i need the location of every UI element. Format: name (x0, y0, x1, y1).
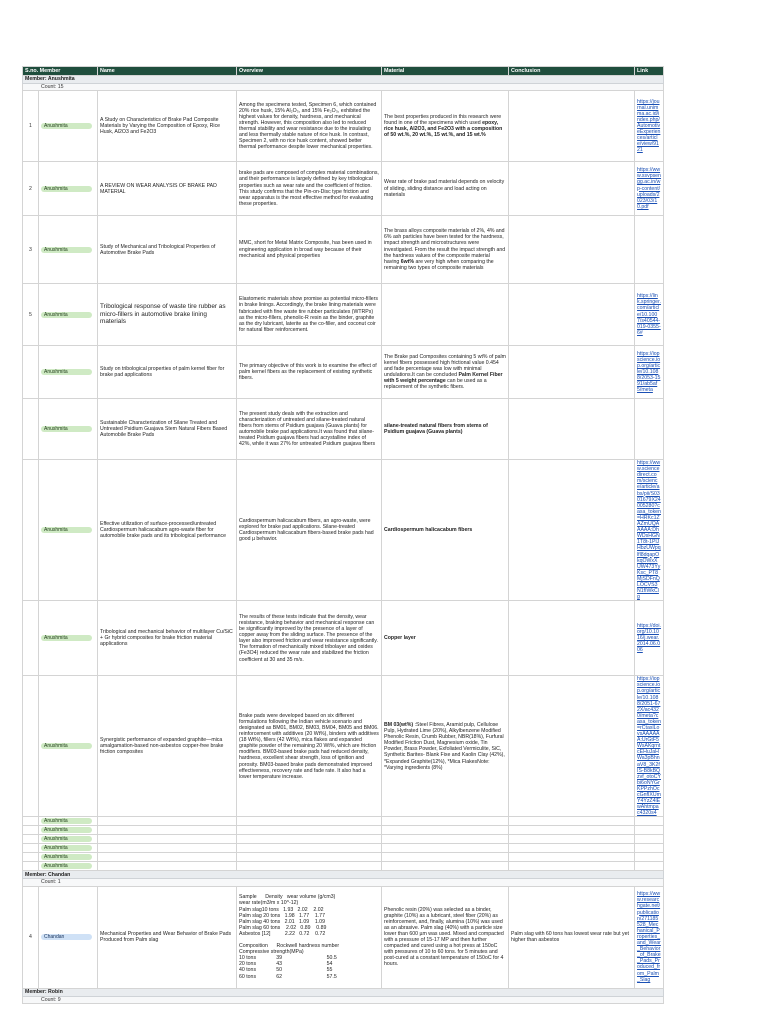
material-bold: epoxy, rice husk, Al2O3, and Fe2O3 with a composition of 50 wt.%, 20 wt.%, 15 wt.%, and 15 wt.% (384, 120, 503, 139)
header-link[interactable]: Link (635, 67, 664, 76)
member-chip: Anushmita (41, 845, 92, 851)
row-sno (23, 844, 39, 853)
row-material[interactable] (382, 399, 509, 460)
row-link[interactable] (635, 284, 664, 346)
row-sno: 5 (23, 284, 39, 346)
row-sno: 4 (23, 886, 39, 988)
row-overview[interactable] (237, 853, 382, 862)
row-member[interactable] (39, 460, 98, 601)
row-link[interactable] (635, 862, 664, 871)
row-overview[interactable] (237, 862, 382, 871)
material-bold: Copper layer (384, 635, 416, 642)
row-conclusion[interactable] (509, 162, 635, 216)
row-name[interactable]: Effective utilization of surface-processed/untreated Cardiospermum halicacabum agro-waste fiber for automobile brake pads and its tribological performance (98, 460, 237, 601)
member-chip: Anushmita (41, 312, 92, 318)
row-material[interactable] (382, 346, 509, 399)
row-sno (23, 817, 39, 826)
row-member[interactable] (39, 601, 98, 676)
row-conclusion[interactable] (509, 284, 635, 346)
material-bold: 6wt% (400, 258, 415, 265)
row-sno: 2 (23, 162, 39, 216)
row-material[interactable] (382, 601, 509, 676)
row-name[interactable]: Synergistic performance of expanded graphite—mica amalgamation-based non-asbestos copper-free brake friction composites (98, 676, 237, 817)
row-material[interactable] (382, 844, 509, 853)
row-overview[interactable]: Among the specimens tested, Specimen 6, which contained 20% rice husk, 15% Al₂O₃, and 15% Fe₂O₃, exhibited the highest values for density, hardness, and mechanical strength. However, this composition also led to reduced thermal stability and wear resistance due to the insulating and less thermally stable nature of rice husk. In contrast, Specimen 2, with no rice husk content, showed better thermal performance despite lower mechanical properties. (237, 91, 382, 162)
row-member[interactable] (39, 346, 98, 399)
row-overview[interactable]: brake pads are composed of complex material combinations, and their performance is largely defined by key tribological properties such as wear rate and the coefficient of friction. This study confirms that the Pin-on-Disc type friction and wear apparatus is the most effective method for evaluating these properties. (237, 162, 382, 216)
row-member[interactable] (39, 399, 98, 460)
row-name[interactable]: Mechanical Properties and Wear Behavior of Brake Pads Produced from Palm slag (98, 886, 237, 988)
row-overview[interactable] (237, 817, 382, 826)
member-chip: Anushmita (41, 743, 92, 749)
link-text[interactable]: https://www.ssvpsengg.ac.in/wp-content/uploads/2023/03/10.pdf (637, 167, 661, 210)
row-overview[interactable]: MMC, short for Metal Matrix Composite, has been used in engineering application in broad way because of their mechanical and physical properties (237, 216, 382, 284)
material-bold: Cardiospermum halicacabum fibers (384, 527, 473, 534)
row-conclusion[interactable] (509, 853, 635, 862)
row-sno (23, 835, 39, 844)
row-sno: 1 (23, 91, 39, 162)
row-name[interactable] (98, 817, 237, 826)
header-material[interactable]: Material (382, 67, 509, 76)
row-link[interactable] (635, 216, 664, 284)
header-overview[interactable]: Overview (237, 67, 382, 76)
group-header-anushmita[interactable] (23, 76, 664, 84)
table-row[interactable] (23, 162, 664, 216)
row-material[interactable] (382, 460, 509, 601)
row-member[interactable] (39, 826, 98, 835)
group-header-robin[interactable] (23, 988, 664, 996)
link-text[interactable]: https://link.springer.com/article/10.1007/s40544-019-0355-6# (637, 293, 661, 336)
member-chip: Anushmita (41, 186, 92, 192)
row-material[interactable]: Phenolic resin (20%) was selected as a binder, graphite (10%) as a lubricant, steel fiber (20%) as reinforcement, and, finally, alumina (10%) was used as an abrasive. Palm slag (40%) with a particle size lower than 600 µm was used. Mixed and compacted with a pressure of 15-17 MP and then further compacted and cured using a hot press at 150oC with pressures of 10 to 60 tons. for 5 minutes and post-cured at a constant temperature of 150oC for 4 hours. (382, 886, 509, 988)
table-row[interactable] (23, 886, 664, 988)
row-name[interactable]: A REVIEW ON WEAR ANALYSIS OF BRAKE PAD MATERIAL (98, 162, 237, 216)
member-chip: Anushmita (41, 369, 92, 375)
row-member[interactable] (39, 835, 98, 844)
header-conclusion[interactable]: Conclusion (509, 67, 635, 76)
material-bold: BM 03(wt%) (384, 721, 414, 728)
group-count-anushmita (23, 84, 664, 91)
row-sno: 3 (23, 216, 39, 284)
member-chip: Anushmita (41, 827, 92, 833)
row-material[interactable] (382, 826, 509, 835)
row-material[interactable] (382, 676, 509, 817)
member-chip: Anushmita (41, 247, 92, 253)
row-member[interactable] (39, 284, 98, 346)
row-conclusion[interactable] (509, 844, 635, 853)
member-chip: Chandan (41, 934, 92, 940)
material-text: The brass alloys composite materials of 2%, 4% and 6% ash particles have been tested for the hardness, impact strength and microstructures were investigated. From the result the impact strength and the hardness values of the composite material having (384, 228, 506, 265)
row-name[interactable] (98, 826, 237, 835)
link-text[interactable]: https://journal.unimma.ac.id/index.php/AutomotiveExperiences/article/view/9121 (637, 98, 661, 154)
row-link[interactable] (635, 826, 664, 835)
member-chip: Anushmita (41, 863, 92, 869)
row-conclusion[interactable] (509, 835, 635, 844)
member-chip: Anushmita (41, 818, 92, 824)
row-link[interactable] (635, 835, 664, 844)
row-material[interactable] (382, 91, 509, 162)
row-conclusion[interactable] (509, 216, 635, 284)
row-overview[interactable]: Brake pads were developed based on six different formulations following the Indian vehicle scenario and designated as BM01, BM02, BM03, BM04, BM05 and BM06. reinforcement with additives (20 Wt%), binders with additives (18 Wt%), fillers (42 Wt%), mica flakes and expanded graphite powder of the remaining 20 Wt%, which are friction modifiers. BM03-based brake pads had reduced density, hardness, excellent shear strength, loss of ignition and porosity. BM03-based brake pads demonstrated improved effectiveness, recovery rate and fade rate. It also had a lower temperature increase. (237, 676, 382, 817)
material-text-post: are very high when comparing the remaining two types of composite materials (384, 258, 494, 271)
row-conclusion[interactable] (509, 817, 635, 826)
row-link[interactable] (635, 91, 664, 162)
row-overview[interactable]: Cardiospermum halicacabum fibers, an agro-waste, were explored for brake pad applications. Silane-treated Cardiospermum halicacabum fibers-based brake pads had good µ behavior. (237, 460, 382, 601)
row-member[interactable] (39, 676, 98, 817)
row-conclusion[interactable] (509, 91, 635, 162)
row-link[interactable] (635, 601, 664, 676)
table-row[interactable] (23, 853, 664, 862)
row-conclusion[interactable] (509, 601, 635, 676)
row-sno (23, 826, 39, 835)
row-link[interactable] (635, 346, 664, 399)
row-sno (23, 862, 39, 871)
row-name[interactable] (98, 853, 237, 862)
member-chip: Anushmita (41, 123, 92, 129)
row-material[interactable] (382, 216, 509, 284)
row-conclusion[interactable] (509, 826, 635, 835)
row-material[interactable]: Wear rate of brake pad material depends on velocity of sliding, sliding distance and load acting on materials (382, 162, 509, 216)
row-member[interactable] (39, 216, 98, 284)
link-text[interactable]: https://iopscience.iop.org/article/10.1088/2053-1591/ab5af5/meta (637, 350, 661, 394)
table-row[interactable] (23, 399, 664, 460)
row-conclusion[interactable]: Palm slag with 60 tons has lowest wear rate but yet higher than asbestos (509, 886, 635, 988)
group-count: Count: 9 (23, 996, 664, 1003)
table-row[interactable] (23, 601, 664, 676)
row-member[interactable] (39, 853, 98, 862)
row-conclusion[interactable] (509, 862, 635, 871)
group-count: Count: 15 (23, 84, 664, 91)
material-text: The best properties produced in this research were found in one of the specimens which used (384, 113, 502, 126)
table-row[interactable] (23, 862, 664, 871)
group-header-chandan[interactable] (23, 871, 664, 879)
row-member[interactable] (39, 862, 98, 871)
row-name[interactable]: A Study on Characteristics of Brake Pad Composite Materials by Varying the Composition of Epoxy, Rice Husk, Al2O3 and Fe2O3 (98, 91, 237, 162)
row-overview[interactable] (237, 844, 382, 853)
table-row[interactable] (23, 844, 664, 853)
row-overview[interactable]: Sample Density wear volume (g/cm3) wear rate(m3/m x 10^-12) Palm slag10 tons 1.93 2.02 2.02 Palm slag 20 tons 1.98 1.77 1.77 Palm slag 40 tons 2.01 1.09 1.09 Palm slag 60 tons 2.02 0.89 0.89 Asbestos [12] 2.22 0.72 0.72 Composition Rockwell hardness number Compressive strength(MPa) 10 tons 39 50.5 20 tons 43 54 40 tons 50 55 60 tons 62 57.5 (237, 886, 382, 988)
row-sno (23, 853, 39, 862)
table-row[interactable] (23, 460, 664, 601)
row-name[interactable]: Study on tribological properties of palm kernel fiber for brake pad applications (98, 346, 237, 399)
material-text-post: :Steel Fibres, Aramid pulp, Cellulose Pulp, Hydrated Lime (20%), Alkylbenzene Modified Phenolic Resin, Crumb Rubber, NBR(18%), Furfural Modified Friction Dust, Magnesium oxide, Tin Powder, Brass Powder, Exfoliated Vermiculite, SiC, Synthetic Barites- Blank Fixe and Kaolin Clay (42%), *Expanded Graphite(12%), *Mica FlakesNote: *Varying ingredients (8%) (384, 721, 505, 771)
group-count-robin (23, 996, 664, 1003)
row-link[interactable] (635, 676, 664, 817)
link-text[interactable]: https://www.sciencedirect.com/science/article/abs/pii/S0301679X24005280?casa_token=HRKc1ZAZmUQAAAAA:DhWDsHGN1T8t-1PlJHbzUWpqlfl8dqapOkqOWxXUW473YyKsc_PT8MjSDFnQLOCVS3N1fIWkClg (637, 460, 661, 601)
row-overview[interactable]: The present study deals with the extraction and characterization of untreated and silane-treated natural fibers from stems of Psidium guajava (Guava plants) for automobile brake pad applications.It was found that silane-treated Psidium guajava fibers had acrystalline index of 42%, while it was 27% for untreated Psidium guajava fibers (237, 399, 382, 460)
row-conclusion[interactable] (509, 460, 635, 601)
material-text-post: can be used as a replacement of the synthetic fibers. (384, 378, 487, 391)
row-conclusion[interactable] (509, 676, 635, 817)
research-table (22, 66, 664, 1004)
row-member[interactable] (39, 162, 98, 216)
row-overview[interactable]: The primary objective of this work is to examine the effect of palm kernel fibers as the replacement of existing synthetic fibers. (237, 346, 382, 399)
row-conclusion[interactable] (509, 346, 635, 399)
group-count: Count: 1 (23, 879, 664, 886)
row-overview[interactable]: The results of these tests indicate that the density, wear resistance, braking behavior and mechanical response can be significantly improved by the presence of a layer of copper away from the sliding surface. The presence of the layer also improved friction and wear resistance significantly. The formation of mechanically mixed tribolayer and oxides (Fe3O4) reduced the wear rate and stabilized the friction coefficient at 30 and 35 m/s. (237, 601, 382, 676)
row-name[interactable]: Study of Mechanical and Tribological Properties of Automotive Brake Pads (98, 216, 237, 284)
row-name[interactable]: Sustainable Characterization of Silane Treated and Untreated Psidium Guajava Stem Natural Fibers Based Automobile Brake Pads (98, 399, 237, 460)
material-bold: Palm Kernel Fiber with 5 weight percentage (384, 372, 503, 385)
link-text[interactable]: https://iopscience.iop.org/article/10.1088/2051-672X/ac4320/meta?casa_token=rCtaslLovsAAAAAA:UrGtF5WsAKqrntcEHuJaHWa3pBhnaV8_3K2fIS-B8kBQzvf_otoCYbi6oNYGrKPPzhOccGnfIXUmY4YzZ4lEwAhtmpac4320s4 (637, 676, 661, 817)
group-label: Member: Chandan (23, 871, 664, 879)
row-name[interactable] (98, 862, 237, 871)
row-member[interactable] (39, 886, 98, 988)
table-row[interactable] (23, 216, 664, 284)
row-material[interactable] (382, 853, 509, 862)
link-text[interactable]: https://www.researchgate.net/publication/271185528_Mechanical_Properties_and_Wear_Behavior_of_Brake_Pads_Produced_from_Palm_Slag (637, 891, 661, 983)
row-member[interactable] (39, 91, 98, 162)
row-link[interactable] (635, 817, 664, 826)
row-link[interactable] (635, 399, 664, 460)
row-name[interactable]: Tribological and mechanical behavior of multilayer Cu/SiC + Gr hybrid composites for brake friction material applications (98, 601, 237, 676)
table-row[interactable] (23, 676, 664, 817)
group-label: Member: Anushmita (23, 76, 664, 84)
member-chip: Anushmita (41, 527, 92, 533)
table-row[interactable] (23, 826, 664, 835)
member-chip: Anushmita (41, 635, 92, 641)
row-member[interactable] (39, 817, 98, 826)
row-sno (23, 346, 39, 399)
row-member[interactable] (39, 844, 98, 853)
row-material[interactable] (382, 835, 509, 844)
group-count-chandan (23, 879, 664, 886)
table-row[interactable] (23, 835, 664, 844)
row-name[interactable] (98, 835, 237, 844)
row-link[interactable] (635, 853, 664, 862)
table-row[interactable] (23, 91, 664, 162)
row-material[interactable] (382, 817, 509, 826)
row-material[interactable] (382, 862, 509, 871)
row-link[interactable] (635, 460, 664, 601)
row-link[interactable] (635, 162, 664, 216)
row-name[interactable]: Tribological response of waste tire rubber as micro-fillers in automotive brake lining materials (98, 284, 237, 346)
row-conclusion[interactable] (509, 399, 635, 460)
header-sno-member[interactable]: S.no. Member (23, 67, 98, 76)
group-label: Member: Robin (23, 988, 664, 996)
row-sno (23, 676, 39, 817)
table-row[interactable] (23, 346, 664, 399)
link-text[interactable]: https://doi.org/10.1016/j.wear.2014.06.006 (637, 623, 661, 654)
table-row[interactable] (23, 284, 664, 346)
spreadsheet (22, 66, 663, 1004)
row-overview[interactable] (237, 826, 382, 835)
table-row[interactable] (23, 817, 664, 826)
row-sno (23, 399, 39, 460)
member-chip: Anushmita (41, 836, 92, 842)
material-text: The Brake pad Composites containing 5 wt% of palm kernel fibers possessed high frictional value 0.454 and fade percentage was low with minimal undulations.It can be concluded (384, 353, 506, 379)
header-name[interactable]: Name (98, 67, 237, 76)
row-name[interactable] (98, 844, 237, 853)
row-sno (23, 460, 39, 601)
material-bold: silane-treated natural fibers from stems of Psidium guajava (Guava plants) (384, 423, 488, 436)
row-material[interactable] (382, 284, 509, 346)
member-chip: Anushmita (41, 426, 92, 432)
row-overview[interactable] (237, 835, 382, 844)
row-overview[interactable]: Elastomeric materials show promise as potential micro-fillers in brake linings. Accordingly, the brake lining materials were fabricated with fine waste tire rubber particulates (WTRPs) as the micro-fillers, phenolic-R resin as the binder, graphite as the dry lubricant, laterite as the co-filler, and coconut coir for natural fiber reinforcement. (237, 284, 382, 346)
row-link[interactable] (635, 886, 664, 988)
member-chip: Anushmita (41, 854, 92, 860)
header-row (23, 67, 664, 76)
row-sno (23, 601, 39, 676)
row-link[interactable] (635, 844, 664, 853)
